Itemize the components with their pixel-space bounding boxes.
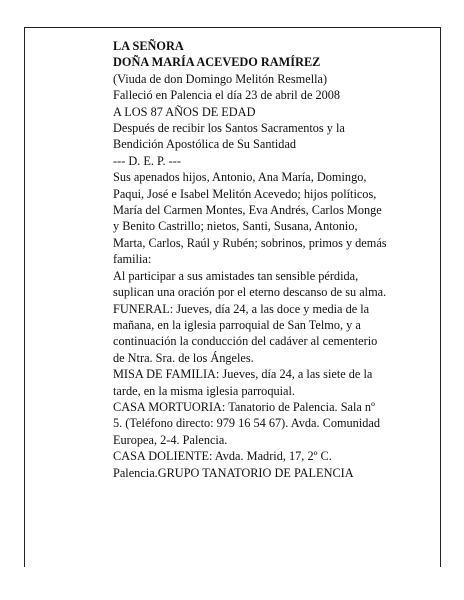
funeral-line: FUNERAL: Jueves, día 24, a las doce y media de la [113, 301, 370, 316]
mortuary-paragraph [113, 399, 413, 448]
mourning-house-line: CASA DOLIENTE: Avda. Madrid, 17, 2º C. [113, 449, 332, 464]
dep-line: --- D. E. P. --- [113, 153, 181, 168]
obituary-notice [113, 38, 413, 481]
funeral-paragraph [113, 301, 413, 367]
mortuary-line: 5. (Teléfono directo: 979 16 54 67). Avda. Comunidad [113, 416, 381, 431]
sacraments-line: Después de recibir los Santos Sacramentos y la [113, 121, 345, 136]
family-line: y Benito Castrillo; nietos, Santi, Susana, Antonio, [113, 219, 358, 234]
notice-heading-name: DOÑA MARÍA ACEVEDO RAMÍREZ [113, 55, 321, 70]
family-mass-paragraph [113, 366, 413, 399]
request-paragraph [113, 268, 413, 301]
age-line: A LOS 87 AÑOS DE EDAD [113, 104, 256, 119]
family-mass-line: MISA DE FAMILIA: Jueves, día 24, a las siete de la [113, 367, 373, 382]
sacraments-paragraph [113, 120, 413, 153]
funeral-line: mañana, en la iglesia parroquial de San Telmo, y a [113, 317, 361, 332]
notice-heading-title: LA SEÑORA [113, 39, 184, 53]
family-line: familia: [113, 252, 152, 267]
mortuary-line: CASA MORTUORIA: Tanatorio de Palencia. Sala nº [113, 399, 375, 414]
widow-line: (Viuda de don Domingo Melitón Resmella) [113, 71, 328, 86]
family-line: Sus apenados hijos, Antonio, Ana María, Domingo, [113, 170, 367, 185]
funeral-line: continuación la conducción del cadáver al cementerio [113, 334, 378, 349]
request-line: suplican una oración por el eterno descanso de su alma. [113, 285, 387, 300]
death-line: Falleció en Palencia el día 23 de abril de 2008 [113, 88, 341, 103]
mourning-house-paragraph [113, 448, 413, 481]
family-line: María del Carmen Montes, Eva Andrés, Carlos Monge [113, 203, 382, 218]
request-line: Al participar a sus amistades tan sensible pérdida, [113, 268, 359, 283]
family-line: Paqui, José e Isabel Melitón Acevedo; hijos políticos, [113, 186, 377, 201]
family-line: Marta, Carlos, Raúl y Rubén; sobrinos, primos y demás [113, 235, 387, 250]
family-mass-line: tarde, en la misma iglesia parroquial. [113, 383, 295, 398]
mortuary-line: Europea, 2-4. Palencia. [113, 432, 228, 447]
sacraments-line: Bendición Apostólica de Su Santidad [113, 137, 297, 152]
funeral-line: de Ntra. Sra. de los Ángeles. [113, 350, 254, 365]
family-paragraph [113, 169, 413, 267]
mourning-house-line: Palencia.GRUPO TANATORIO DE PALENCIA [113, 465, 354, 480]
